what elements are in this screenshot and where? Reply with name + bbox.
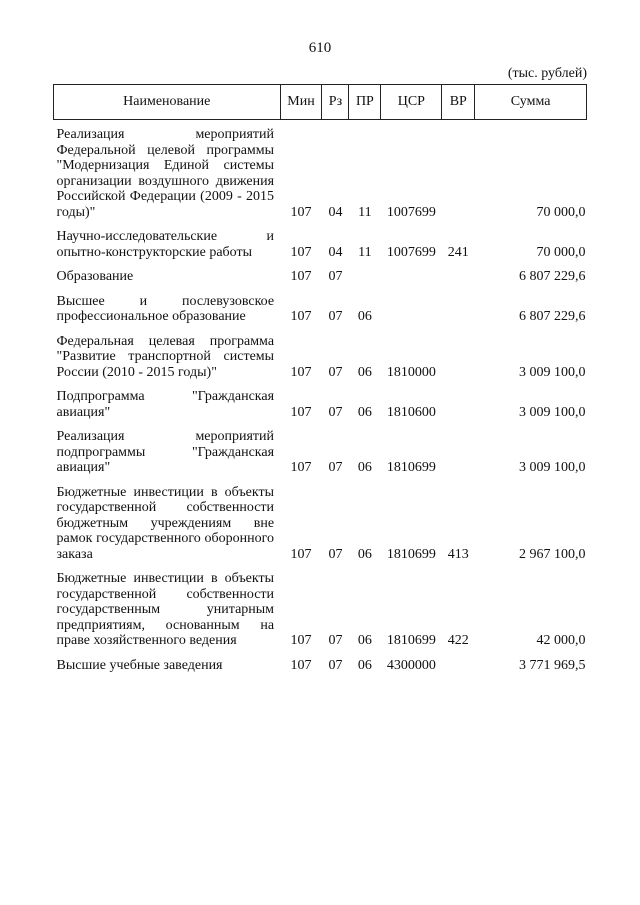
row-min: 107 [290, 633, 312, 648]
row-pr: 06 [357, 460, 372, 475]
row-name: Высшие учебные заведения [56, 657, 223, 673]
row-rz: 04 [328, 204, 343, 220]
row-vr [442, 651, 475, 676]
header-csr: ЦСР [381, 85, 442, 120]
row-sum: 6 807 229,6 [519, 309, 586, 324]
row-pr: 06 [357, 364, 372, 380]
table-row [54, 422, 587, 478]
row-rz: 07 [328, 657, 343, 673]
row-vr [442, 287, 475, 327]
row-min: 107 [290, 364, 312, 380]
row-name: Образование [56, 269, 134, 284]
row-pr [349, 262, 381, 287]
row-pr: 06 [357, 657, 372, 673]
table-row [54, 382, 587, 422]
row-csr: 1810699 [386, 460, 436, 475]
row-name: Научно-исследовательские и опытно-конструкторские работы [56, 229, 275, 260]
row-vr [442, 120, 475, 223]
row-min: 107 [290, 269, 312, 284]
row-sum: 70 000,0 [536, 204, 586, 220]
row-pr: 11 [358, 204, 372, 220]
row-min: 107 [290, 244, 312, 260]
row-sum: 3 771 969,5 [519, 657, 586, 673]
row-csr: 1007699 [386, 244, 436, 260]
row-pr: 06 [357, 546, 372, 562]
row-csr: 4300000 [386, 657, 436, 673]
row-min: 107 [290, 404, 312, 420]
row-vr: 422 [447, 633, 469, 648]
table-row [54, 564, 587, 651]
row-sum: 70 000,0 [536, 244, 586, 260]
row-rz: 07 [328, 460, 343, 475]
row-name: Подпрограмма "Гражданская авиация" [56, 389, 275, 420]
header-pr: ПР [349, 85, 381, 120]
row-min: 107 [290, 460, 312, 475]
row-csr [381, 287, 442, 327]
row-pr: 06 [357, 633, 372, 648]
row-rz: 07 [328, 633, 343, 648]
row-name: Высшее и послевузовское профессиональное образование [56, 293, 275, 324]
row-sum: 42 000,0 [536, 633, 586, 648]
row-vr [442, 262, 475, 287]
row-csr: 1007699 [386, 204, 436, 220]
header-vr: ВР [442, 85, 475, 120]
row-pr: 11 [358, 244, 372, 260]
row-sum: 3 009 100,0 [519, 404, 586, 420]
row-rz: 07 [328, 546, 343, 562]
row-name: Бюджетные инвестиции в объекты государственной собственности бюджетным учреждениям вне рамок государственного оборонного заказа [56, 484, 275, 562]
row-rz: 07 [328, 309, 343, 324]
row-csr: 1810600 [386, 404, 436, 420]
row-vr [442, 327, 475, 383]
header-min: Мин [280, 85, 322, 120]
row-min: 107 [290, 204, 312, 220]
row-vr: 241 [447, 244, 469, 260]
budget-table [53, 84, 587, 675]
page-number: 610 [308, 40, 332, 56]
row-min: 107 [290, 546, 312, 562]
row-vr [442, 422, 475, 478]
row-sum: 3 009 100,0 [519, 460, 586, 475]
row-min: 107 [290, 309, 312, 324]
table-row [54, 120, 587, 223]
row-name: Бюджетные инвестиции в объекты государственной собственности государственным унитарным предприятиям, основанным на праве хозяйственного ведения [56, 571, 275, 648]
units-label: (тыс. рублей) [507, 66, 587, 81]
table-row [54, 222, 587, 262]
row-name: Федеральная целевая программа "Развитие транспортной системы России (2010 - 2015 годы)" [56, 333, 275, 380]
row-csr [381, 262, 442, 287]
row-rz: 07 [328, 269, 343, 284]
table-row [54, 262, 587, 287]
table-row [54, 287, 587, 327]
row-pr: 06 [357, 404, 372, 420]
header-name: Наименование [54, 85, 281, 120]
row-csr: 1810000 [386, 364, 436, 380]
row-rz: 07 [328, 364, 343, 380]
row-pr: 06 [357, 309, 372, 324]
row-csr: 1810699 [386, 633, 436, 648]
table-header-row [54, 85, 587, 120]
table-row [54, 651, 587, 676]
row-sum: 2 967 100,0 [519, 546, 586, 562]
row-name: Реализация мероприятий подпрограммы "Гражданская авиация" [56, 429, 275, 475]
row-sum: 6 807 229,6 [519, 269, 586, 284]
row-rz: 07 [328, 404, 343, 420]
row-vr: 413 [447, 546, 469, 562]
row-rz: 04 [328, 244, 343, 260]
row-vr [442, 382, 475, 422]
table-row [54, 478, 587, 565]
row-name: Реализация мероприятий Федеральной целевой программы "Модернизация Единой системы организации воздушного движения Российской Федерации (2009 - 2015 годы)" [56, 127, 275, 220]
table-row [54, 327, 587, 383]
row-min: 107 [290, 657, 312, 673]
row-sum: 3 009 100,0 [519, 364, 586, 380]
header-rz: Рз [322, 85, 349, 120]
row-csr: 1810699 [386, 546, 436, 562]
header-sum: Сумма [475, 85, 587, 120]
